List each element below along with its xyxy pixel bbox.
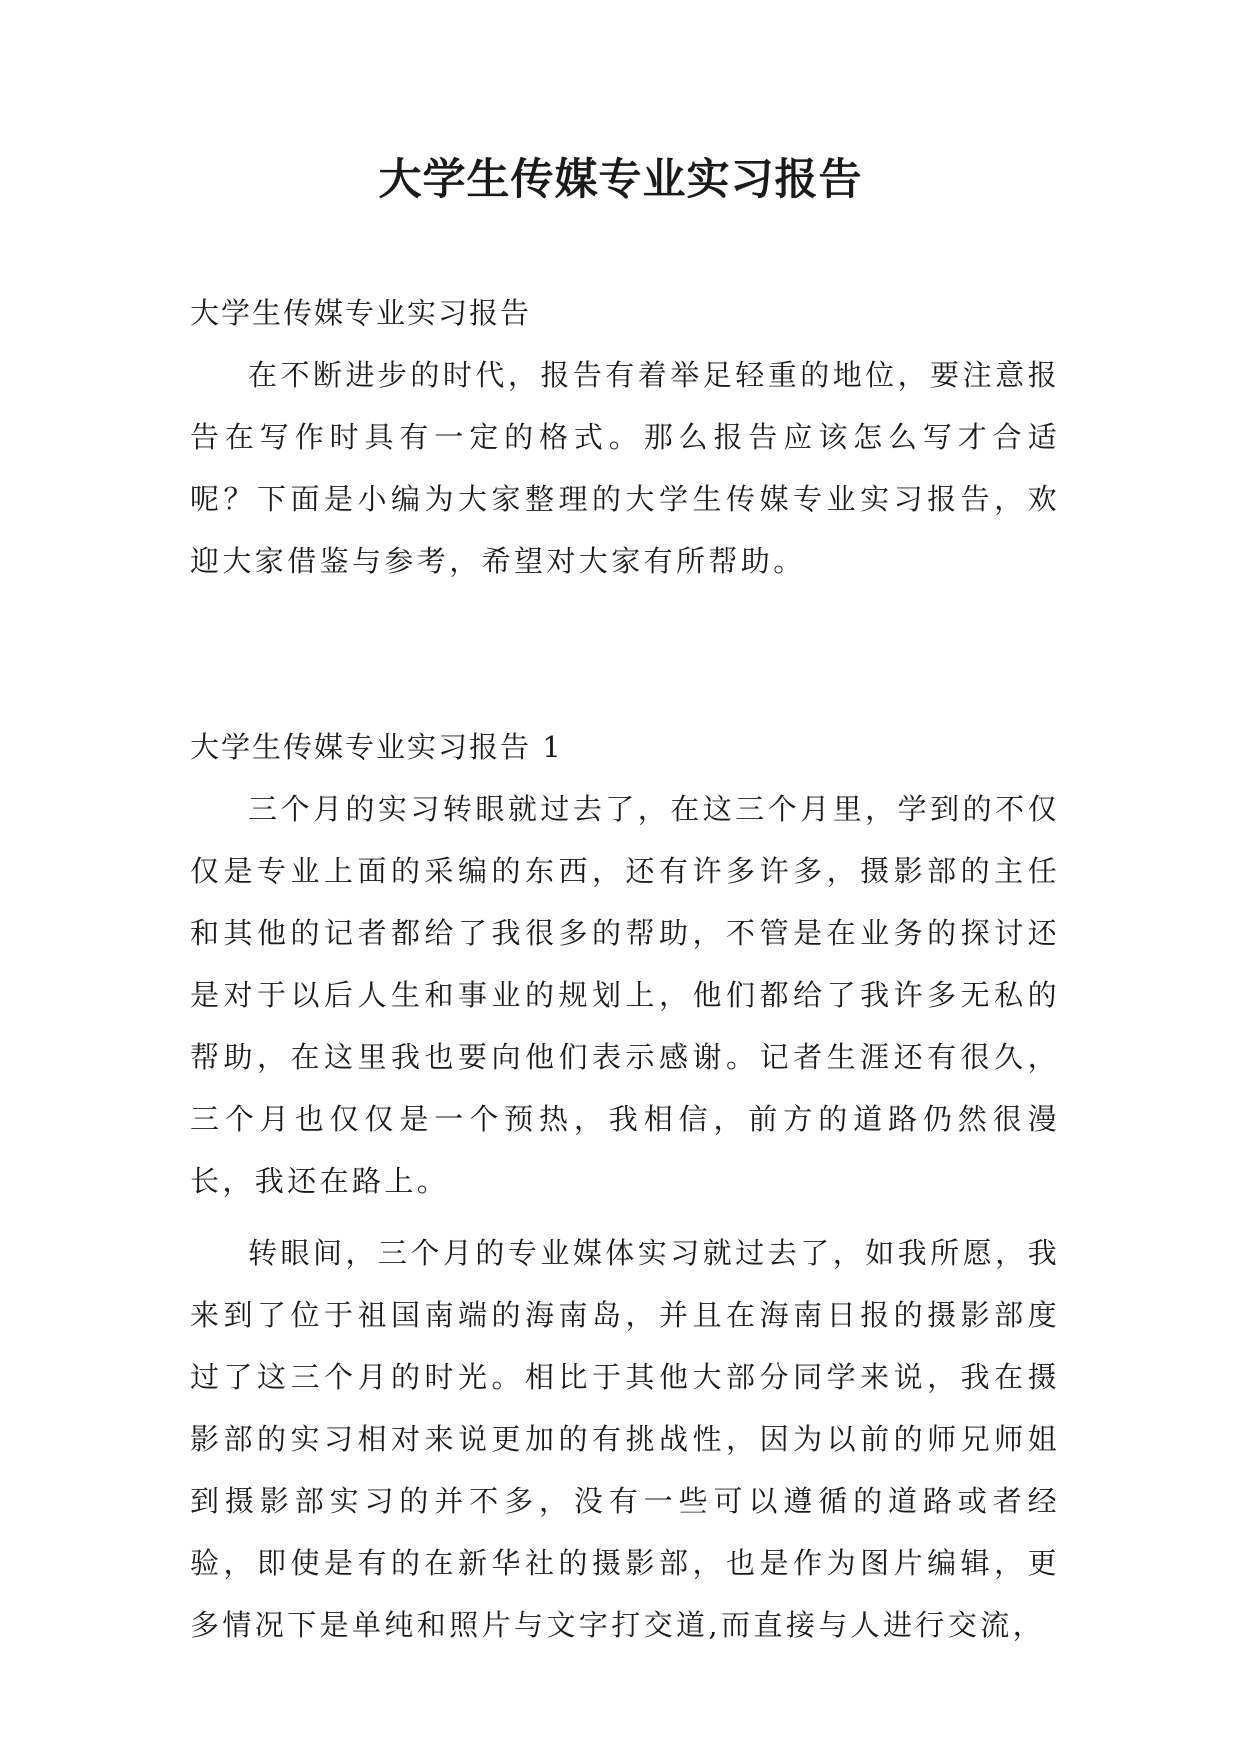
- section-1-heading: 大学生传媒专业实习报告 1: [190, 730, 563, 764]
- section-1-paragraph-1: 三个月的实习转眼就过去了，在这三个月里，学到的不仅仅是专业上面的采编的东西，还有许多许多，摄影部的主任和其他的记者都给了我很多的帮助，不管是在业务的探讨还是对于以后人生和事业的规划上，他们都给了我许多无私的帮助，在这里我也要向他们表示感谢。记者生涯还有很久，三个月也仅仅是一个预热，我相信，前方的道路仍然很漫长，我还在路上。: [190, 792, 1060, 1198]
- intro-paragraph: 在不断进步的时代，报告有着举足轻重的地位，要注意报告在写作时具有一定的格式。那么报告应该怎么写才合适呢？下面是小编为大家整理的大学生传媒专业实习报告，欢迎大家借鉴与参考，希望对大家有所帮助。: [190, 358, 1060, 578]
- intro-heading: 大学生传媒专业实习报告: [190, 296, 532, 330]
- paragraph-spacer: [190, 1212, 1060, 1222]
- document-body: [190, 282, 1060, 1656]
- document-title: 大学生传媒专业实习报告: [378, 155, 863, 205]
- section-spacer: [190, 592, 1060, 716]
- section-1-paragraph-2: 转眼间，三个月的专业媒体实习就过去了，如我所愿，我来到了位于祖国南端的海南岛，并且在海南日报的摄影部度过了这三个月的时光。相比于其他大部分同学来说，我在摄影部的实习相对来说更加的有挑战性，因为以前的师兄师姐到摄影部实习的并不多，没有一些可以遵循的道路或者经验，即使是有的在新华社的摄影部，也是作为图片编辑，更多情况下是单纯和照片与文字打交道,而直接与人进行交流，: [190, 1236, 1060, 1642]
